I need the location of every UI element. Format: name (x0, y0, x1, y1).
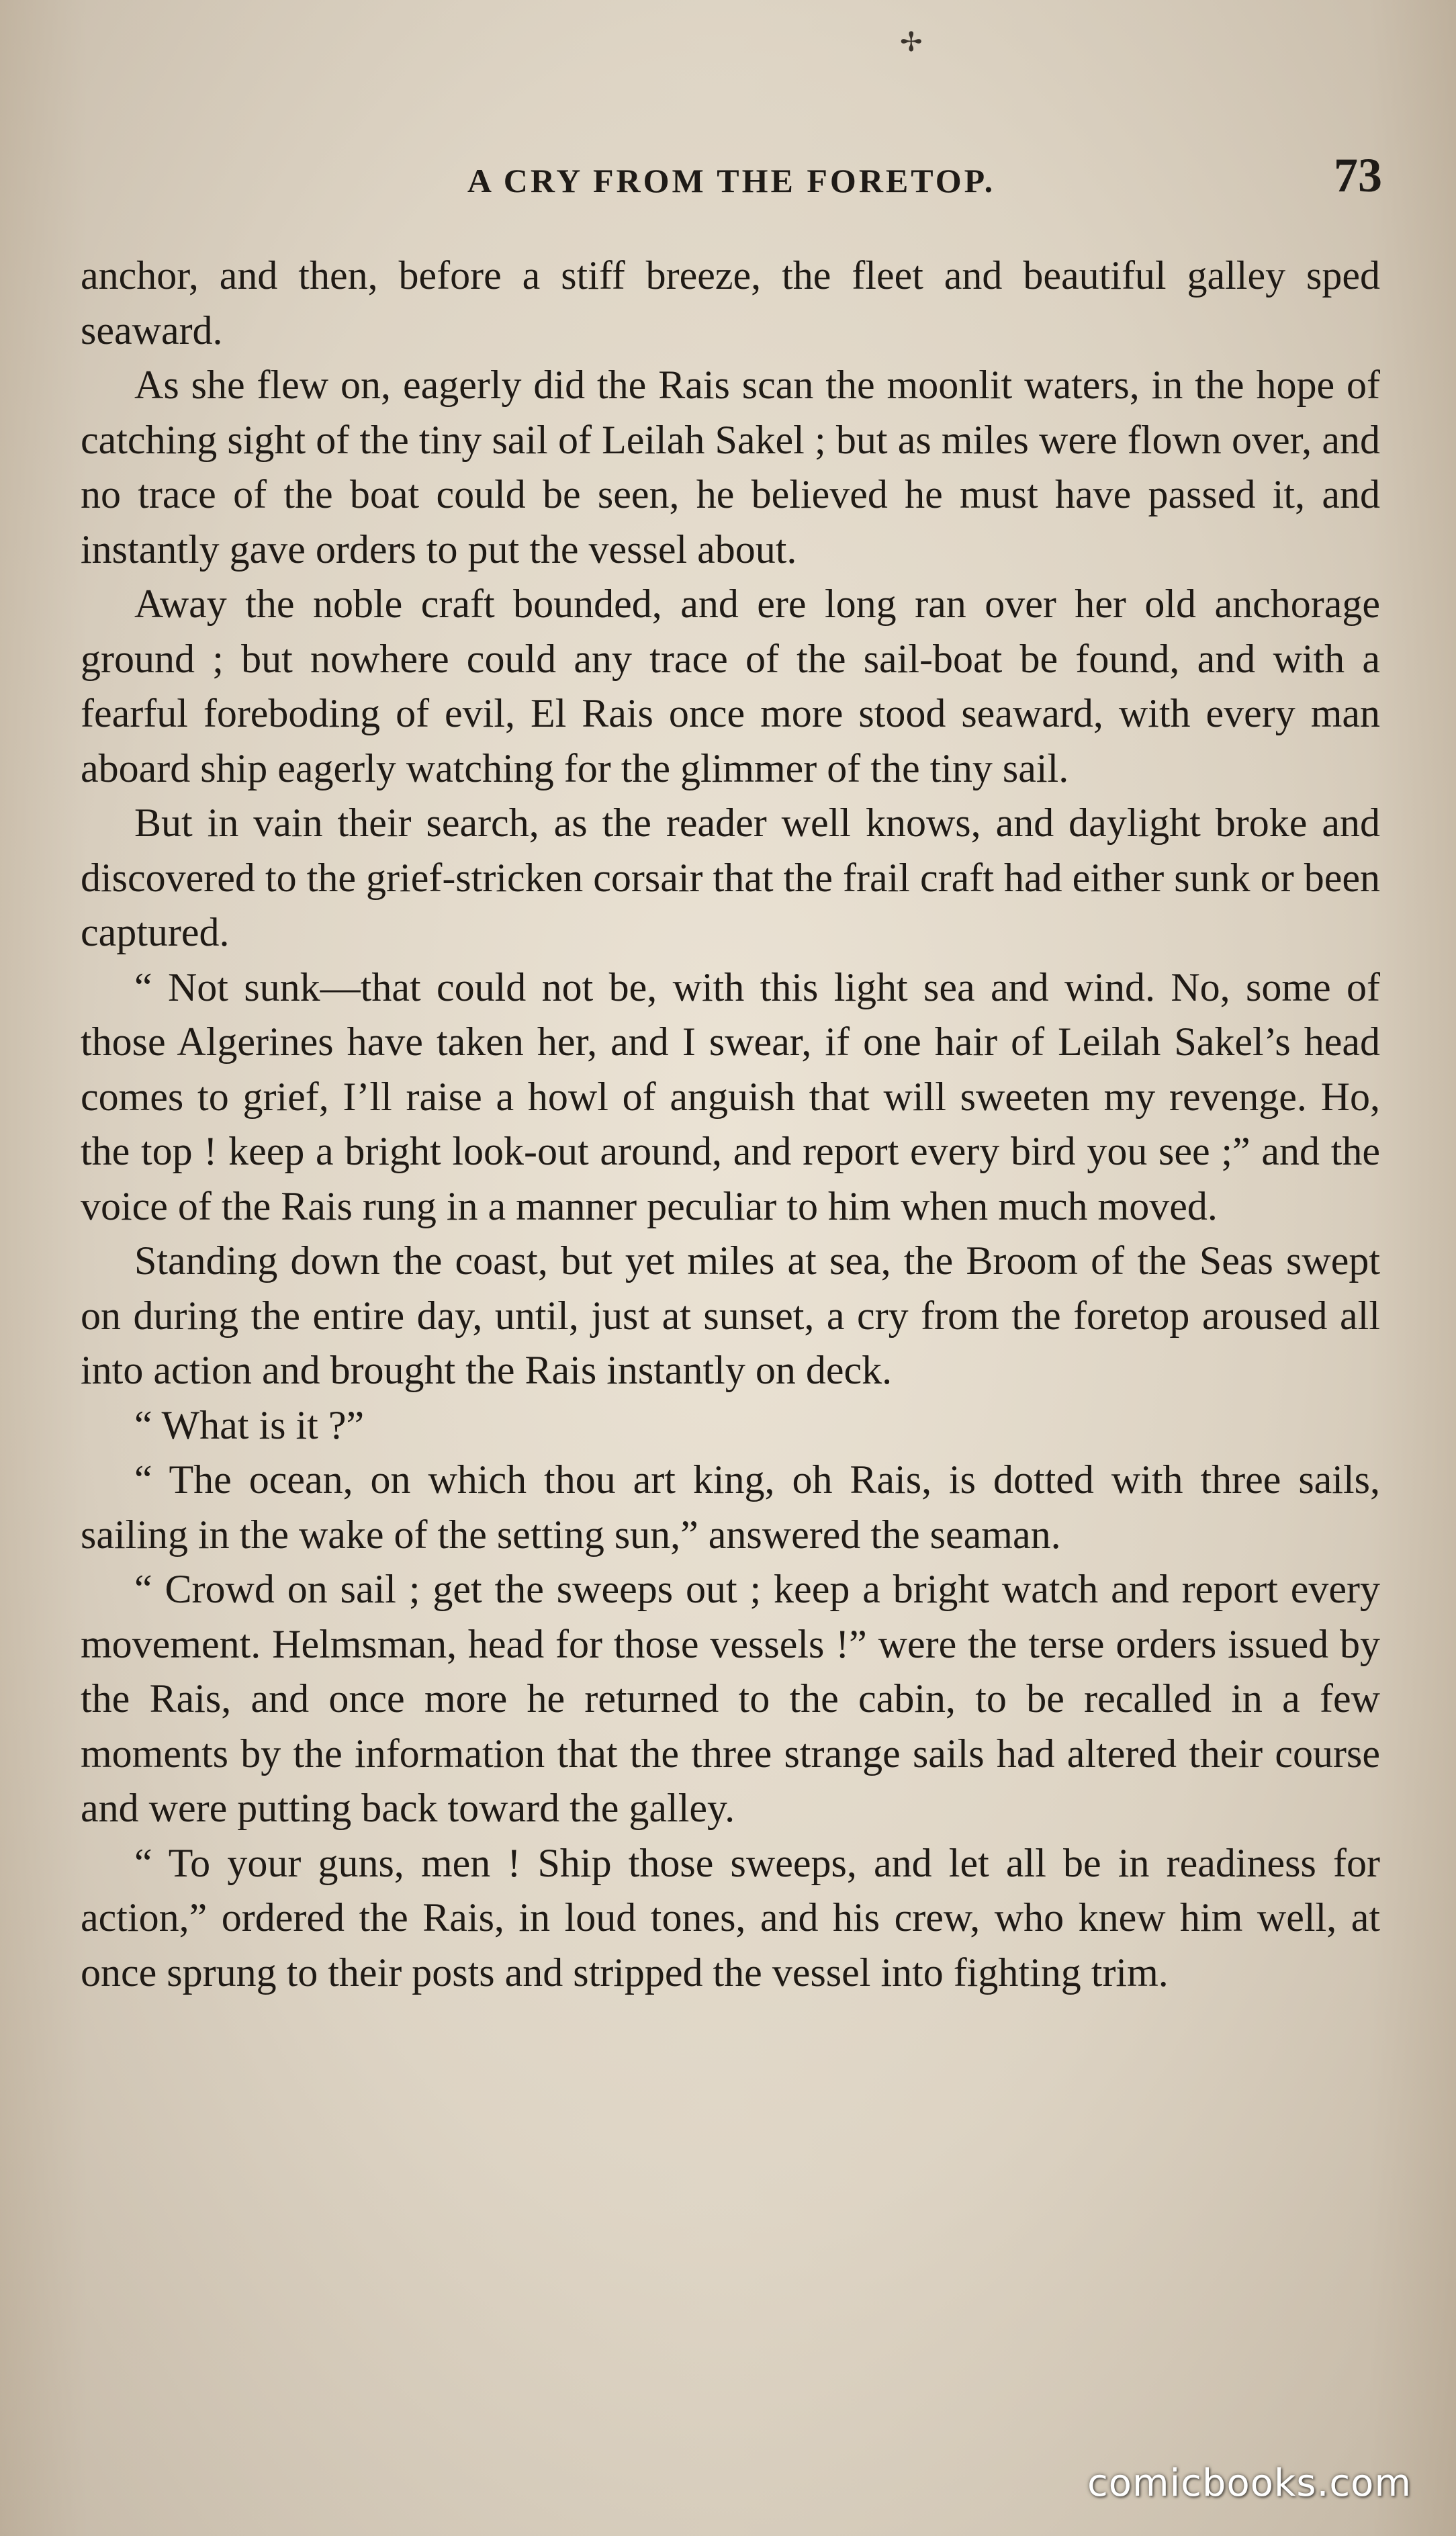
paragraph: Away the noble craft bounded, and ere long ran over her old anchorage ground ; but nowhere could any trace of the sail-boat be found, and with a fearful foreboding of evil, El Rais once more stood seaward, with every man aboard ship eagerly watching for the glimmer of the tiny sail. (81, 582, 1380, 790)
paragraph: “ Not sunk—that could not be, with this light sea and wind. No, some of those Algerines have taken her, and I swear, if one hair of Leilah Sakel’s head comes to grief, I’ll raise a howl of anguish that will sweeten my revenge. Ho, the top ! keep a bright look-out around, and report every bird you see ;” and the voice of the Rais rung in a manner peculiar to him when much moved. (81, 964, 1380, 1228)
printer-ornament: ✢ (900, 27, 923, 58)
paragraph: But in vain their search, as the reader well knows, and daylight broke and discovered to the grief-stricken corsair that the frail craft had either sunk or been captured. (81, 801, 1380, 954)
paragraph: Standing down the coast, but yet miles at sea, the Broom of the Seas swept on during the entire day, until, just at sunset, a cry from the foretop aroused all into action and brought the Rais instantly on deck. (81, 1238, 1380, 1392)
paragraph: anchor, and then, before a stiff breeze, the fleet and beautiful galley sped seaward. (81, 253, 1380, 353)
paragraph: “ Crowd on sail ; get the sweeps out ; keep a bright watch and report every movement. Helmsman, head for those vessels !” were the terse orders issued by the Rais, and once more he returned to the cabin, to be recalled in a few moments by the information that the three strange sails had altered their course and were putting back toward the galley. (81, 1567, 1380, 1830)
paragraph: “ To your guns, men ! Ship those sweeps, and let all be in readiness for action,” ordered the Rais, in loud tones, and his crew, who knew him well, at once sprung to their posts and stripped the vessel into fighting trim. (81, 1840, 1380, 1995)
paragraph: “ What is it ?” (134, 1402, 365, 1447)
body-text (81, 248, 1380, 2000)
running-title: A CRY FROM THE FORETOP. (467, 162, 996, 199)
page-number: 73 (1334, 148, 1382, 202)
paragraph: “ The ocean, on which thou art king, oh Rais, is dotted with three sails, sailing in the wake of the setting sun,” answered the seaman. (81, 1457, 1380, 1557)
running-head (81, 148, 1382, 215)
paragraph: As she flew on, eagerly did the Rais scan the moonlit waters, in the hope of catching sight of the tiny sail of Leilah Sakel ; but as miles were flown over, and no trace of the boat could be seen, he believed he must have passed it, and instantly gave orders to put the vessel about. (81, 363, 1380, 572)
watermark: comicbooks.com (1087, 2461, 1412, 2505)
